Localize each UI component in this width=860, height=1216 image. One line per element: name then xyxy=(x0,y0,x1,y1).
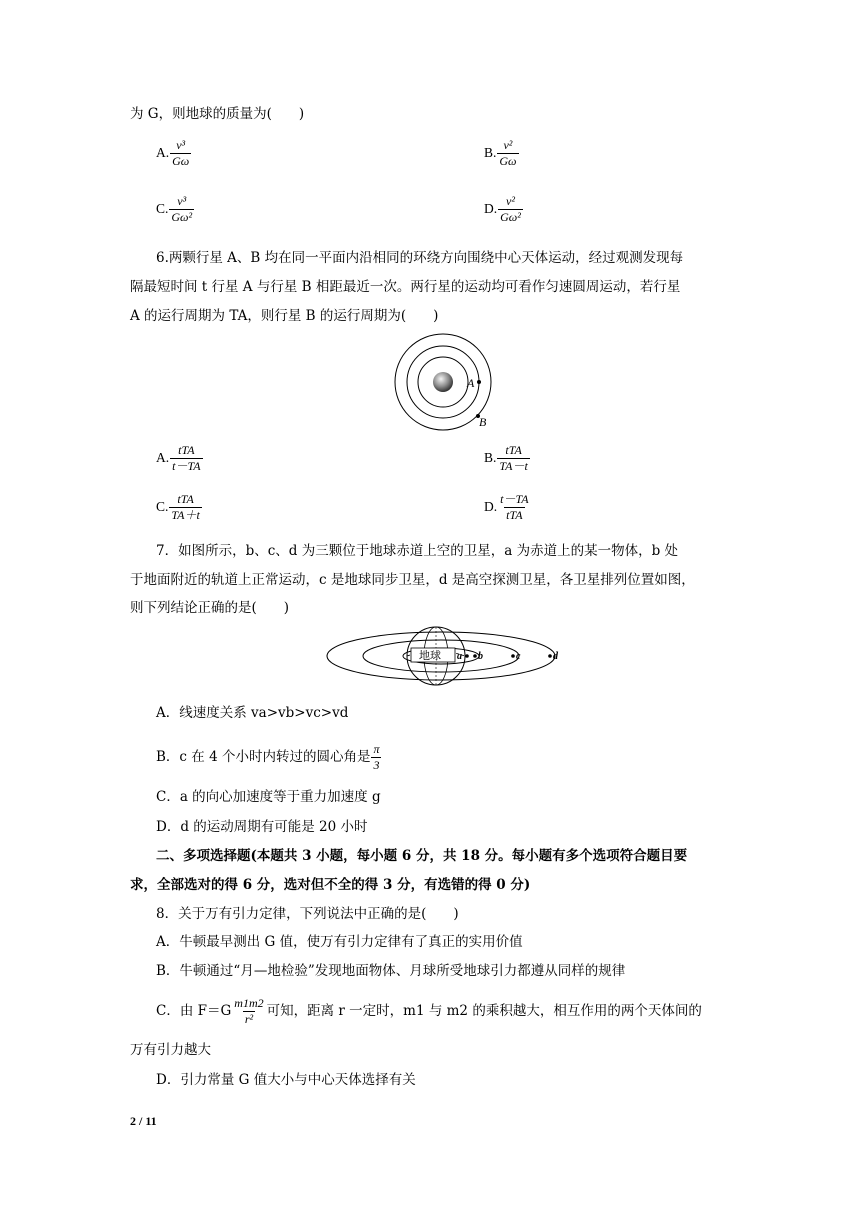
object-a-label: a xyxy=(457,651,462,662)
option-label: D. xyxy=(484,201,498,216)
fraction-denominator: Gω xyxy=(172,154,190,168)
option-label: C. xyxy=(156,201,169,216)
fraction-denominator: t－TA xyxy=(172,459,201,473)
option-label: A. xyxy=(156,450,170,465)
fraction-denominator: Gω² xyxy=(500,210,521,224)
satellite-b-dot xyxy=(473,654,477,658)
option-text: B．c 在 4 个小时内转过的圆心角是 xyxy=(156,749,371,765)
option-text: C．由 F＝G xyxy=(156,1003,232,1019)
q7-line-2: 于地面附近的轨道上正常运动，c 是地球同步卫星，d 是高空探测卫星，各卫星排列位置如图， xyxy=(130,572,695,588)
q8-option-d: D．引力常量 G 值大小与中心天体选择有关 xyxy=(156,1072,416,1088)
option-fraction xyxy=(170,138,191,169)
q7-option-b xyxy=(156,742,382,773)
q5-option-b xyxy=(484,138,520,169)
fraction-numerator: tTA xyxy=(178,443,195,457)
option-fraction xyxy=(497,443,529,474)
option-fraction xyxy=(170,443,202,474)
option-fraction xyxy=(498,492,530,523)
option-label: B. xyxy=(484,145,497,160)
fraction-denominator: Gω xyxy=(499,154,517,168)
fraction-denominator: tTA xyxy=(506,508,523,522)
fraction-denominator: r² xyxy=(244,1012,254,1026)
q5-stem-tail: 为 G，则地球的质量为( ) xyxy=(130,106,305,122)
q7-option-c: C．a 的向心加速度等于重力加速度 g xyxy=(156,789,381,805)
q5-option-c xyxy=(156,194,195,225)
q8-option-b: B．牛顿通过“月—地检验”发现地面物体、月球所受地球引力都遵从同样的规律 xyxy=(156,963,626,979)
section-2-heading-line-2: 求，全部选对的得 6 分，选对但不全的得 3 分，有选错的得 0 分) xyxy=(130,877,531,893)
q6-orbit-figure xyxy=(390,328,510,433)
fraction-numerator: v³ xyxy=(176,138,186,152)
fraction-numerator: v² xyxy=(506,194,515,208)
fraction-denominator: 3 xyxy=(373,758,380,772)
q7-line-1: 7．如图所示，b、c、d 为三颗位于地球赤道上空的卫星，a 为赤道上的某一物体，b 处 xyxy=(156,543,678,559)
earth-label: 地球 xyxy=(419,650,441,662)
q6-option-a xyxy=(156,443,204,474)
section-2-heading-line-1: 二、多项选择题(本题共 3 小题，每小题 6 分，共 18 分。每小题有多个选项符合题目要 xyxy=(156,848,688,864)
fraction-denominator: TA＋t xyxy=(171,508,200,522)
satellite-b-label: b xyxy=(478,651,483,662)
planet-a-label: A xyxy=(467,376,475,390)
option-label: D. xyxy=(484,499,498,514)
fraction-numerator: t－TA xyxy=(500,492,529,506)
q8-stem: 8．关于万有引力定律，下列说法中正确的是( ) xyxy=(156,906,459,922)
q8-option-a: A．牛顿最早测出 G 值，使万有引力定律有了真正的实用价值 xyxy=(156,934,523,950)
q8-option-c-line-2: 万有引力越大 xyxy=(130,1042,211,1058)
option-fraction xyxy=(371,742,381,773)
fraction-numerator: tTA xyxy=(505,443,522,457)
satellite-c-dot xyxy=(511,654,515,658)
q6-line-2: 隔最短时间 t 行星 A 与行星 B 相距最近一次。两行星的运动均可看作匀速圆周运动，若行星 xyxy=(130,279,681,295)
option-fraction xyxy=(169,492,201,523)
option-label: A. xyxy=(156,145,170,160)
q7-option-d: D．d 的运动周期有可能是 20 小时 xyxy=(156,819,368,835)
satellite-d-dot xyxy=(548,654,552,658)
q6-option-c xyxy=(156,492,203,523)
planet-a-dot xyxy=(477,380,481,384)
q6-option-d xyxy=(484,492,532,523)
q5-option-d xyxy=(484,194,524,225)
fraction-numerator: v² xyxy=(503,138,513,152)
fraction-numerator: π xyxy=(373,742,380,756)
q6-line-1: 6.两颗行星 A、B 均在同一平面内沿相同的环绕方向围绕中心天体运动，经过观测发现每 xyxy=(156,250,684,266)
option-fraction xyxy=(169,194,194,225)
q6-option-b xyxy=(484,443,531,474)
fraction-numerator: tTA xyxy=(177,492,194,506)
central-body xyxy=(433,372,453,392)
option-fraction xyxy=(497,138,518,169)
q7-line-3: 则下列结论正确的是( ) xyxy=(130,600,290,616)
object-a-dot xyxy=(465,654,469,658)
option-text: 可知，距离 r 一定时，m1 与 m2 的乘积越大，相互作用的两个天体间的 xyxy=(266,1003,702,1019)
fraction-numerator: v³ xyxy=(177,194,187,208)
planet-b-label: B xyxy=(479,415,487,429)
option-fraction xyxy=(232,996,265,1027)
q7-satellite-figure xyxy=(326,626,576,690)
page-number: 2 / 11 xyxy=(130,1114,157,1128)
q8-option-c xyxy=(156,996,702,1027)
q7-option-a: A．线速度关系 va>vb>vc>vd xyxy=(156,705,349,721)
satellite-c-label: c xyxy=(516,651,521,662)
option-label: B. xyxy=(484,450,497,465)
satellite-d-label: d xyxy=(553,651,558,662)
fraction-numerator: m1m2 xyxy=(234,996,264,1010)
fraction-denominator: Gω² xyxy=(171,210,193,224)
option-label: C. xyxy=(156,499,169,514)
fraction-denominator: TA－t xyxy=(499,459,528,473)
q5-option-a xyxy=(156,138,192,169)
q6-line-3: A 的运行周期为 TA，则行星 B 的运行周期为( ) xyxy=(130,308,439,324)
option-fraction xyxy=(498,194,523,225)
